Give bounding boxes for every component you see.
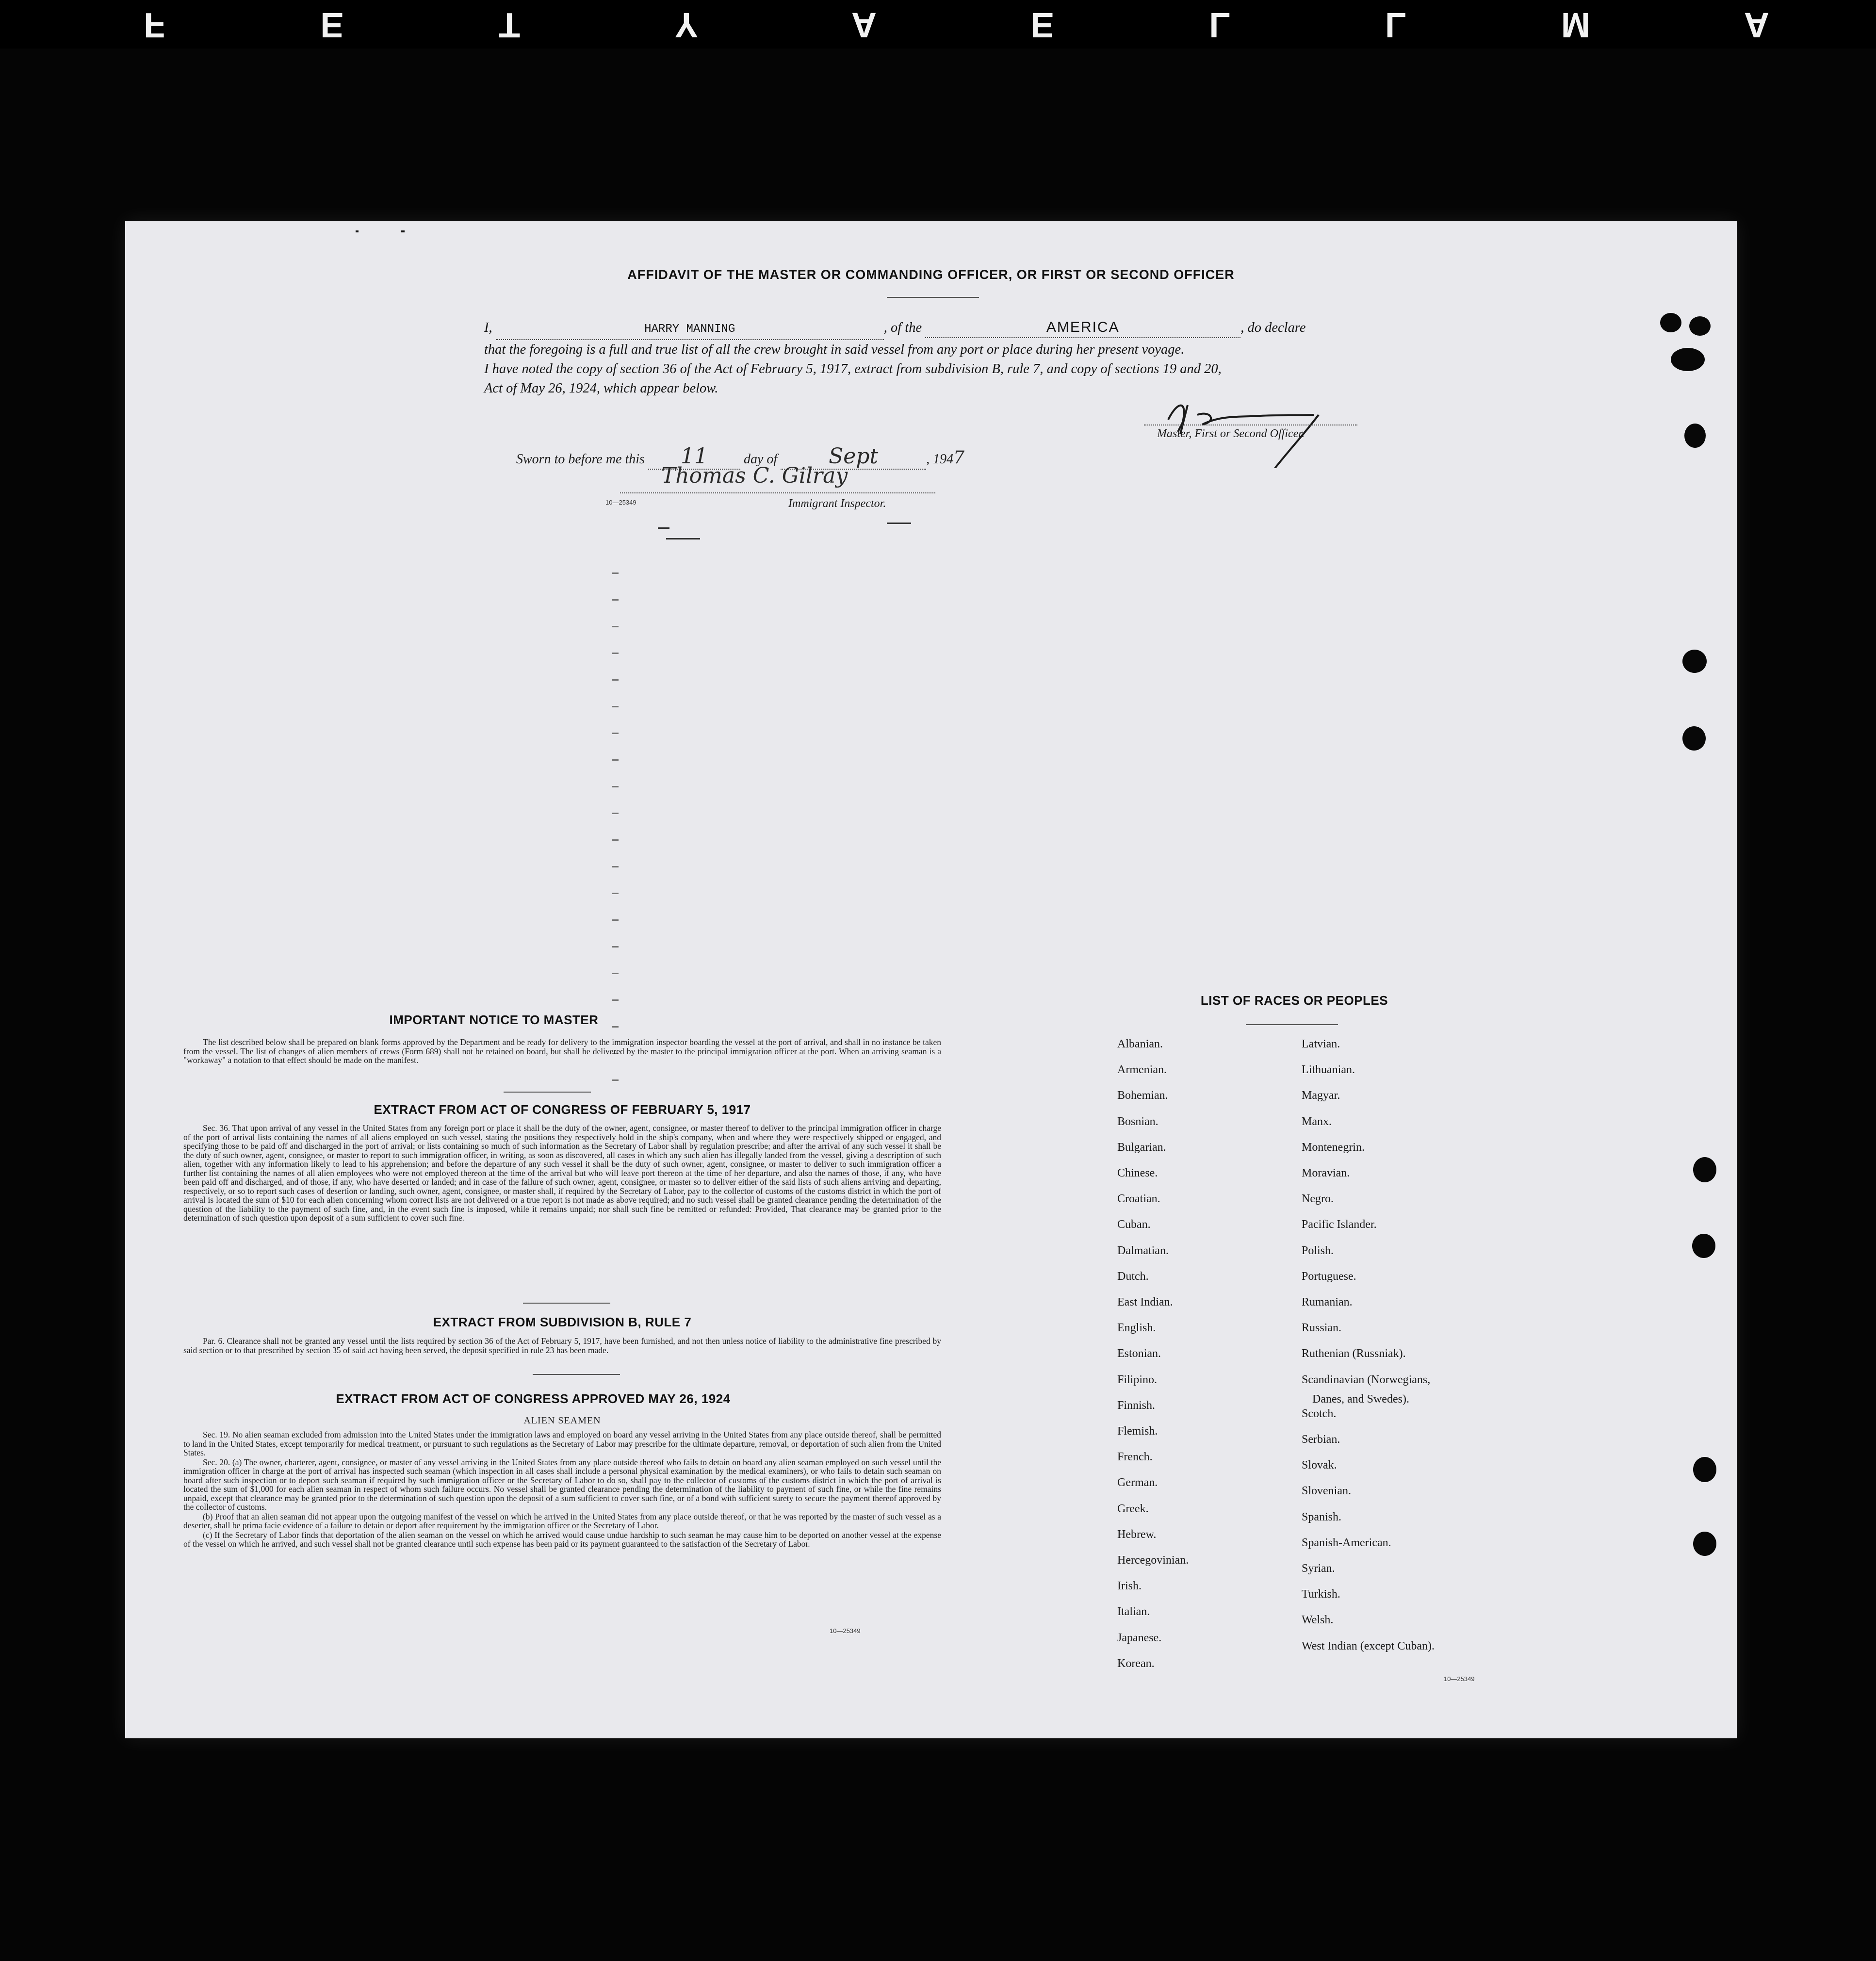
race-item: Cuban. — [1117, 1218, 1151, 1231]
vessel-name-field: AMERICA — [925, 318, 1240, 338]
race-item: Serbian. — [1302, 1433, 1340, 1446]
race-item: Croatian. — [1117, 1193, 1160, 1206]
race-item: Filipino. — [1117, 1373, 1158, 1386]
dash-mark — [612, 653, 619, 654]
race-item: Hercegovinian. — [1117, 1554, 1189, 1567]
race-item: Estonian. — [1117, 1347, 1161, 1360]
section-divider — [504, 1092, 591, 1093]
of-the-text: , of the — [883, 320, 922, 335]
do-declare-text: , do declare — [1240, 320, 1306, 335]
dash-mark — [612, 759, 619, 761]
race-item: Russian. — [1302, 1322, 1342, 1335]
edge-mark — [401, 230, 405, 232]
affidavit-declaration — [484, 318, 1508, 398]
dash-mark — [612, 679, 619, 681]
race-item: Manx. — [1302, 1115, 1332, 1128]
dash-mark — [612, 786, 619, 787]
race-item: Irish. — [1117, 1580, 1142, 1593]
race-item: Italian. — [1117, 1605, 1150, 1618]
dash-mark — [612, 626, 619, 627]
affidavit-title: AFFIDAVIT OF THE MASTER OR COMMANDING OFFICER, OR FIRST OR SECOND OFFICER — [627, 267, 1235, 282]
race-item: Albanian. — [1117, 1038, 1163, 1050]
race-item: Turkish. — [1302, 1588, 1340, 1601]
dash-mark — [658, 527, 669, 529]
dash-mark — [612, 706, 619, 707]
sec-20c-paragraph: (c) If the Secretary of Labor finds that deportation of the alien seaman on the vessel on which he arrived would cause undue hardship to such seaman he may cause him to be deported on another vessel at the expense of the vessel on which he arrived, and such vessel shall not be granted clearance until such expense has been paid or its payment guaranteed to the satisfaction of the Secretary of Labor. — [183, 1530, 941, 1549]
races-column-1 — [1117, 1038, 1311, 1678]
punch-hole — [1660, 313, 1681, 332]
microfilm-label: F E T Y A E L L M A — [144, 5, 1842, 44]
master-name-field: HARRY MANNING — [496, 320, 884, 340]
dash-mark — [612, 866, 619, 867]
section-divider — [523, 1303, 610, 1304]
sworn-prefix: Sworn to before me this — [516, 452, 645, 467]
dash-mark — [612, 893, 619, 894]
punch-hole — [1693, 1532, 1716, 1556]
race-item: Greek. — [1117, 1502, 1149, 1515]
race-item: Spanish. — [1302, 1510, 1342, 1523]
declaration-line-2: that the foregoing is a full and true list of all the crew brought in said vessel from any port or place during her present voyage. — [484, 342, 1185, 357]
dash-mark — [887, 523, 911, 524]
notice-text — [183, 1038, 941, 1065]
declaration-line-3: I have noted the copy of section 36 of the Act of February 5, 1917, extract from subdivision B, rule 7, and copy of sections 19 and 20, — [484, 361, 1222, 376]
race-item: Portuguese. — [1302, 1270, 1356, 1283]
race-item: Hebrew. — [1117, 1528, 1157, 1541]
race-item: German. — [1117, 1476, 1158, 1489]
race-item: Welsh. — [1302, 1614, 1334, 1627]
race-item: Lithuanian. — [1302, 1063, 1355, 1077]
alien-seamen-subtitle: ALIEN SEAMEN — [523, 1415, 601, 1426]
declare-prefix: I, — [484, 320, 492, 335]
sec-20b-paragraph: (b) Proof that an alien seaman did not appear upon the outgoing manifest of the vessel on which he arrived in the United States from any place outside thereof, or that he was reported by the master of such vessel as a deserter, shall be prima facie evidence of a failure to detain or deport after requirement by the immigration officer or the Secretary of Labor. — [183, 1511, 941, 1530]
race-item: Montenegrin. — [1302, 1141, 1365, 1154]
race-item: Pacific Islander. — [1302, 1218, 1377, 1231]
sec-19-paragraph: Sec. 19. No alien seaman excluded from admission into the United States under the immigration laws and employed on board any vessel arriving in the United States from any place outside thereof, shall be permitted to land in the United States, except temporarily for medical treatment, or pursuant to such regulations as the Secretary of Labor may prescribe for the ultimate departure, removal, or deportation of such alien from the United States. — [183, 1430, 941, 1457]
extract-1924-title: EXTRACT FROM ACT OF CONGRESS APPROVED MAY 26, 1924 — [336, 1391, 731, 1406]
race-item: Syrian. — [1302, 1562, 1335, 1575]
title-divider — [887, 297, 979, 298]
race-item: English. — [1117, 1322, 1156, 1335]
form-number: 10—25349 — [830, 1627, 861, 1634]
race-item: Bosnian. — [1117, 1115, 1158, 1128]
punch-hole — [1684, 424, 1706, 448]
sworn-day-field: 11 — [648, 444, 740, 470]
races-title: LIST OF RACES OR PEOPLES — [1200, 993, 1388, 1008]
inspector-signature: Thomas C. Gilray — [661, 463, 848, 488]
inspector-label: Immigrant Inspector. — [788, 497, 886, 510]
race-item: Scandinavian (Norwegians, — [1302, 1373, 1431, 1386]
races-column-2 — [1302, 1038, 1544, 1678]
punch-hole — [1692, 1234, 1715, 1258]
race-item: Bohemian. — [1117, 1089, 1168, 1102]
race-item: Rumanian. — [1302, 1296, 1353, 1308]
races-divider — [1246, 1024, 1338, 1025]
form-number: 10—25349 — [1444, 1675, 1475, 1683]
sworn-month-field: Sept — [781, 444, 926, 470]
race-item: Spanish-American. — [1302, 1536, 1391, 1549]
dash-mark — [612, 599, 619, 601]
punch-hole — [1693, 1457, 1716, 1482]
day-of-text: day of — [743, 452, 778, 467]
dash-mark — [612, 973, 619, 974]
extract-1917-text — [183, 1124, 941, 1223]
dash-mark — [612, 572, 619, 574]
dash-mark — [612, 919, 619, 921]
year-prefix: , 194 — [926, 452, 954, 467]
extract-1917-title: EXTRACT FROM ACT OF CONGRESS OF FEBRUARY 5, 1917 — [374, 1102, 751, 1117]
punch-hole — [1693, 1157, 1716, 1182]
race-item: Negro. — [1302, 1193, 1334, 1206]
race-item: West Indian (except Cuban). — [1302, 1639, 1435, 1652]
declaration-line-4: Act of May 26, 1924, which appear below. — [484, 381, 718, 396]
notice-title: IMPORTANT NOTICE TO MASTER — [389, 1013, 599, 1027]
notice-paragraph: The list described below shall be prepared on blank forms approved by the Department and be ready for delivery to the immigration inspector boarding the vessel at the port of arrival, and shall in no instance be taken from the vessel. The list of changes of alien members of crews (Form 689) shall not be retained on board, but shall be delivered by the master to the principal immigration officer at the port. When an arriving seaman is a "workaway" a notation to that effect should be made on the manifest. — [183, 1037, 941, 1065]
race-item: East Indian. — [1117, 1296, 1173, 1308]
extract-rule7-text — [183, 1337, 941, 1355]
document-page — [125, 221, 1737, 1738]
race-item: Armenian. — [1117, 1063, 1167, 1077]
year-suffix: 7 — [953, 448, 965, 468]
extract-rule7-paragraph: Par. 6. Clearance shall not be granted any vessel until the lists required by section 36 of the Act of February 5, 1917, have been furnished, and not then unless notice of liability to the administrative fine prescribed by said section or to that prescribed by section 35 of said act having been served, the deposit specified in rule 23 has been made. — [183, 1336, 941, 1355]
race-item: Flemish. — [1117, 1425, 1158, 1438]
race-item: Polish. — [1302, 1244, 1334, 1257]
sec-20a-paragraph: Sec. 20. (a) The owner, charterer, agent, consignee, or master of any vessel arriving in the United States from any place outside thereof who fails to detain on board any alien seaman employed on such vessel until the immigration officer in charge at the port of arrival has inspected such seaman (which inspection in all cases shall include a personal physical examination by the medical examiners), or who fails to detain such seaman on board after such inspection or to deport such seaman if required by such immigration officer or the Secretary of Labor to do so, shall pay to the collector of customs of the customs district in which the port of arrival is located the sum of $1,000 for each alien seaman in respect of whom such failure occurs. No vessel shall be granted clearance pending the determination of the liability to payment of such fine, or while the fine remains unpaid, except that clearance may be granted prior to the determination of such question upon the deposit of a sum sufficient to cover such fine, or of a bond with sufficient surety to secure the payment thereof approved by the collector of customs. — [183, 1457, 941, 1512]
punch-hole — [1671, 348, 1705, 371]
race-item: Magyar. — [1302, 1089, 1340, 1102]
race-item: Korean. — [1117, 1657, 1155, 1670]
race-item: Slovak. — [1302, 1459, 1337, 1472]
race-item: Danes, and Swedes). — [1312, 1393, 1409, 1405]
dash-mark — [612, 839, 619, 841]
form-number: 10—25349 — [605, 499, 636, 506]
race-item: Ruthenian (Russniak). — [1302, 1347, 1406, 1360]
race-item: Dalmatian. — [1117, 1244, 1169, 1257]
dash-mark — [612, 999, 619, 1001]
race-item: Bulgarian. — [1117, 1141, 1166, 1154]
punch-hole — [1682, 726, 1706, 751]
extract-1917-paragraph: Sec. 36. That upon arrival of any vessel in the United States from any foreign port or place it shall be the duty of the owner, agent, consignee, or master thereof to deliver to the principal immigration officer in charge of the port of arrival lists containing the names of all aliens employed on such vessel, stating the positions they respectively hold in the ship's company, when and where they were respectively shipped or engaged, and specifying those to be paid off and discharged in the port of arrival; or lists containing so much of such information as the Secretary of Labor shall by regulation prescribe; and after the arrival of any such vessel it shall be the duty of such owner, agent, consignee, or master to report to such immigration officer, in writing, as soon as discovered, all cases in which any such alien has illegally landed from the vessel, giving a description of such alien, together with any information likely to lead to his apprehension; and before the departure of any such vessel it shall be the duty of such owner, agent, consignee, or master to deliver to such immigration officer a further list containing the names of all alien employees who were not employed thereon at the time of the arrival but who will leave port thereon at the time of her departure, and also the names of those, if any, who have been paid off and discharged, and of those, if any, who have deserted or landed; and in case of the failure of such owner, agent, consignee, or master so to deliver either of the said lists of such aliens arriving and departing, respectively, or so to report such cases of desertion or landing, such owner, agent, consignee, or master shall, if required by the Secretary of Labor, pay to the collector of customs of the customs district in which the port of arrival is located the sum of $10 for each alien concerning whom correct lists are not delivered or a true report is not made as above required; and no such vessel shall be granted clearance pending the determination of the question of the liability to the payment of such fine, and, in the event such fine is imposed, while it remains unpaid; nor shall such fine be remitted or refunded: Provided, That clearance may be granted prior to the determination of such question upon deposit of a sum sufficient to cover such fine. — [183, 1123, 941, 1223]
dash-mark — [666, 538, 700, 539]
race-item: Japanese. — [1117, 1631, 1162, 1644]
dash-mark — [612, 946, 619, 948]
dash-mark — [612, 813, 619, 814]
extract-1924-text — [183, 1430, 941, 1549]
inspector-signature-line — [620, 492, 935, 493]
race-item: Dutch. — [1117, 1270, 1149, 1283]
punch-hole — [1689, 316, 1711, 336]
race-item: Slovenian. — [1302, 1485, 1351, 1498]
section-divider — [533, 1374, 620, 1375]
microfilm-header-strip — [0, 0, 1876, 49]
extract-rule7-title: EXTRACT FROM SUBDIVISION B, RULE 7 — [433, 1315, 692, 1329]
dash-mark — [612, 1079, 619, 1081]
race-item: Latvian. — [1302, 1038, 1340, 1050]
race-item: Scotch. — [1302, 1407, 1337, 1420]
race-item: Moravian. — [1302, 1167, 1350, 1179]
race-item: Chinese. — [1117, 1167, 1158, 1179]
dash-mark — [612, 733, 619, 734]
race-item: Finnish. — [1117, 1399, 1156, 1412]
master-label: Master, First or Second Officer. — [1157, 427, 1305, 440]
edge-mark — [356, 230, 359, 232]
race-item: French. — [1117, 1451, 1153, 1464]
declaration-line-1 — [484, 318, 1508, 340]
punch-hole — [1682, 650, 1707, 673]
